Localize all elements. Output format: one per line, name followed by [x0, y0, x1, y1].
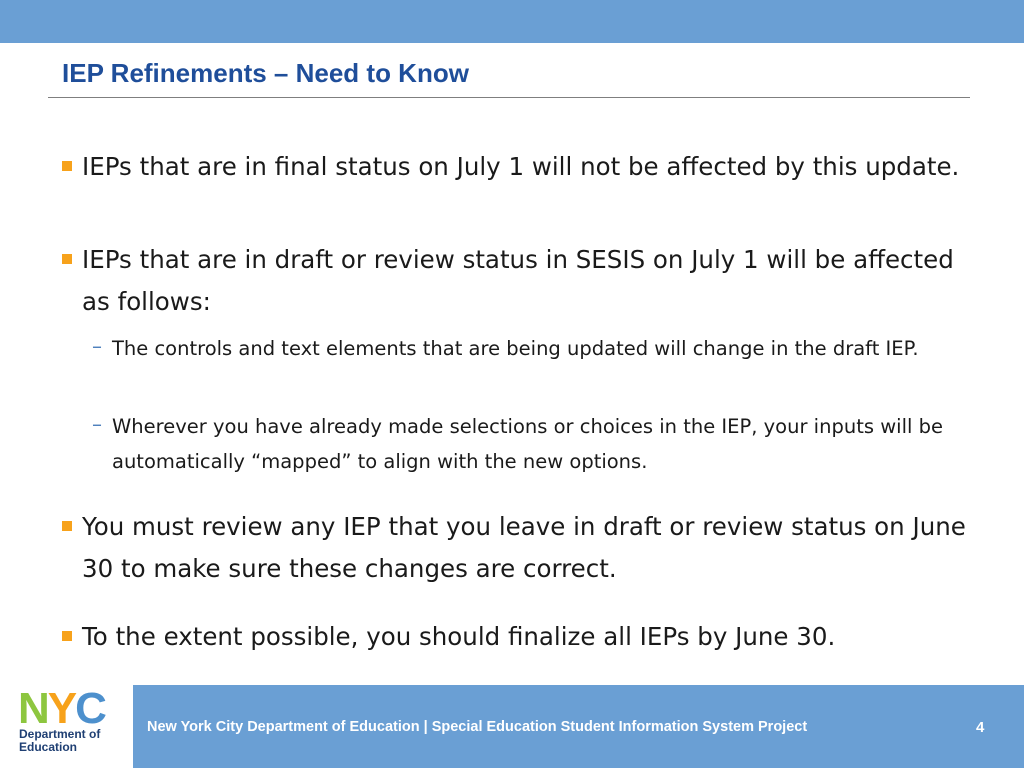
- nyc-logo-letters: [18, 684, 105, 733]
- square-bullet-icon: [62, 631, 72, 641]
- sub-bullet-text: The controls and text elements that are being updated will change in the draft IEP.: [112, 337, 919, 360]
- sub-bullet-item: [92, 331, 967, 366]
- footer-text: New York City Department of Education | Special Education Student Information System Project: [147, 719, 808, 735]
- bullet-text: To the extent possible, you should finalize all IEPs by June 30.: [82, 622, 836, 651]
- page-number: 4: [976, 719, 985, 736]
- footer-band: [133, 685, 1024, 768]
- dash-bullet-icon: –: [92, 412, 102, 436]
- nyc-doe-logo: [0, 685, 133, 768]
- bullet-item: [62, 146, 967, 188]
- logo-letter-y: Y: [47, 684, 76, 733]
- bullet-item: [62, 239, 967, 323]
- bullet-text: IEPs that are in draft or review status in SESIS on July 1 will be affected as follows:: [82, 245, 954, 316]
- logo-subtitle: [19, 728, 100, 754]
- square-bullet-icon: [62, 161, 72, 171]
- logo-line-1: Department of: [19, 727, 101, 741]
- footer: [0, 685, 1024, 768]
- sub-bullet-item: [92, 409, 967, 479]
- bullet-item: [62, 506, 967, 590]
- square-bullet-icon: [62, 254, 72, 264]
- slide-title: IEP Refinements – Need to Know: [62, 58, 469, 88]
- square-bullet-icon: [62, 521, 72, 531]
- bullet-text: IEPs that are in final status on July 1 will not be affected by this update.: [82, 152, 960, 181]
- bullet-item: [62, 616, 967, 658]
- logo-line-2: Education: [19, 740, 78, 754]
- bullet-text: You must review any IEP that you leave in draft or review status on June 30 to make sure these changes are correct.: [82, 512, 966, 583]
- logo-letter-c: C: [75, 684, 105, 733]
- dash-bullet-icon: –: [92, 334, 102, 358]
- logo-letter-n: N: [18, 684, 48, 733]
- sub-bullet-text: Wherever you have already made selections or choices in the IEP, your inputs will be automatically “mapped” to align with the new options.: [112, 415, 943, 473]
